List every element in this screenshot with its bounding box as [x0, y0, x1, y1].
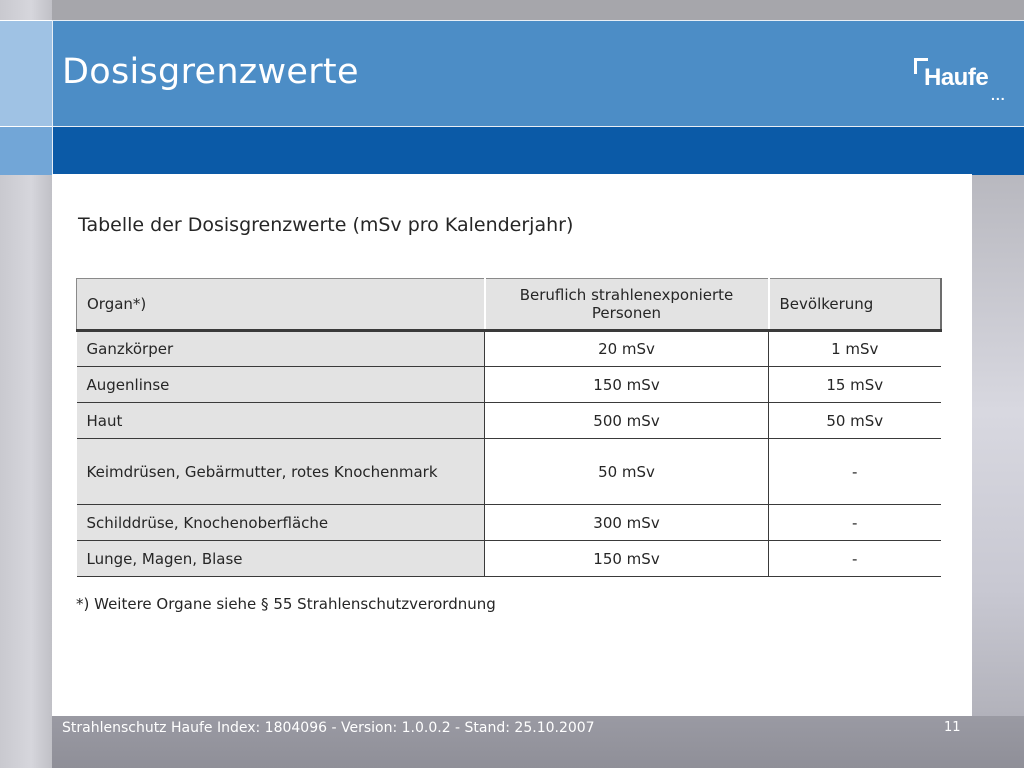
- organ-cell: Augenlinse: [77, 367, 485, 403]
- population-limit-cell: 50 mSv: [769, 403, 941, 439]
- logo-dots: ...: [991, 87, 1006, 103]
- page-number: 11: [944, 720, 961, 735]
- dose-limits-table: [76, 278, 942, 577]
- table-row: [77, 367, 941, 403]
- background-right-strip: [972, 174, 1024, 768]
- population-limit-cell: -: [769, 439, 941, 505]
- organ-cell: Ganzkörper: [77, 331, 485, 367]
- organ-cell: Schilddrüse, Knochenoberfläche: [77, 505, 485, 541]
- table-row: [77, 439, 941, 505]
- occupational-limit-cell: 300 mSv: [485, 505, 769, 541]
- column-header-occupational: Beruflich strahlenexponierte Personen: [485, 279, 769, 331]
- table-header-row: [77, 279, 941, 331]
- organ-cell: Lunge, Magen, Blase: [77, 541, 485, 577]
- footer-text: Strahlenschutz Haufe Index: 1804096 - Version: 1.0.0.2 - Stand: 25.10.2007: [62, 720, 595, 736]
- page-title: Dosisgrenzwerte: [62, 52, 359, 92]
- header-sub-band: [52, 126, 1024, 175]
- table-footnote: *) Weitere Organe siehe § 55 Strahlenschutzverordnung: [76, 595, 496, 613]
- background-top-strip: [52, 0, 1024, 20]
- occupational-limit-cell: 500 mSv: [485, 403, 769, 439]
- population-limit-cell: -: [769, 541, 941, 577]
- occupational-limit-cell: 150 mSv: [485, 541, 769, 577]
- haufe-logo: [914, 58, 1010, 102]
- header-sub-accent-block: [0, 126, 52, 175]
- population-limit-cell: 15 mSv: [769, 367, 941, 403]
- occupational-limit-cell: 50 mSv: [485, 439, 769, 505]
- table-row: [77, 331, 941, 367]
- column-header-organ: Organ*): [77, 279, 485, 331]
- header-accent-block: [0, 20, 52, 126]
- table-row: [77, 403, 941, 439]
- organ-cell: Keimdrüsen, Gebärmutter, rotes Knochenmark: [77, 439, 485, 505]
- logo-text: Haufe: [924, 64, 989, 91]
- population-limit-cell: -: [769, 505, 941, 541]
- column-header-population: Bevölkerung: [769, 279, 941, 331]
- organ-cell: Haut: [77, 403, 485, 439]
- table-row: [77, 541, 941, 577]
- occupational-limit-cell: 20 mSv: [485, 331, 769, 367]
- population-limit-cell: 1 mSv: [769, 331, 941, 367]
- occupational-limit-cell: 150 mSv: [485, 367, 769, 403]
- table-row: [77, 505, 941, 541]
- content-panel: [52, 174, 972, 716]
- table-caption: Tabelle der Dosisgrenzwerte (mSv pro Kalenderjahr): [78, 214, 574, 236]
